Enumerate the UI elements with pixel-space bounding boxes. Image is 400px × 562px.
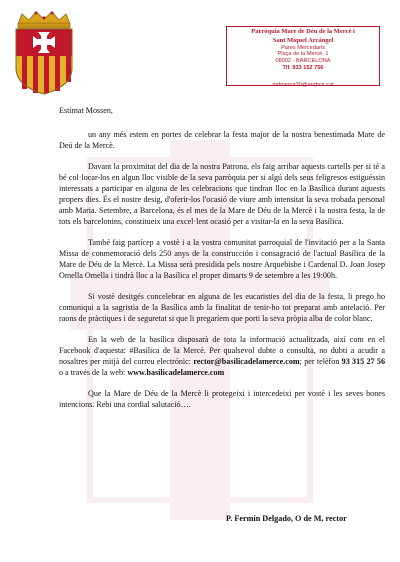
address-line1: Pares Mercedaris xyxy=(281,44,325,51)
basilica-web-link[interactable]: www.basilicadelamerce.com xyxy=(127,368,225,377)
parish-email-link[interactable]: mdmerce30@arqbcn.cat xyxy=(272,82,334,88)
parish-name-line2: Sant Miquel Arcàngel xyxy=(272,36,334,44)
address-line3: 08002 - BARCELONA xyxy=(275,58,331,65)
paragraph-5 xyxy=(59,334,385,378)
basilica-phone: 93 315 27 56 xyxy=(341,357,385,366)
rector-email-link[interactable]: rector@basilicadelamerce.com xyxy=(193,357,300,366)
paragraph-5-text-a: En la web de la basílica disposarà de tota la informació actualitzada, així com en el Facebook d'aquesta: #Basilica de la Mercè. Per qualsevol dubte o consulta, no dubti a acudir a nosaltres per mitjà del correu electrónic: xyxy=(59,335,385,366)
paragraph-4: Si vostè desitgés concelebrar en alguna de les eucaristies del dia de la festa, li prego ho comuniqui a la sagristia de la Basílica amb la finalitat de tenir-ho tot preparat amb antelació. Per raons de pràctiques i de seguretat si que li pregaríem que porti la seva pròpia alba de color blanc. xyxy=(59,292,385,323)
paragraph-5-text-b: ; per telèfon xyxy=(299,357,342,366)
letter-signature: P. Fermín Delgado, O de M, rector xyxy=(226,514,347,523)
letter-greeting: Estimat Mossen, xyxy=(59,106,113,115)
paragraph-3: També faig partícep a vostè i a la vostra comunitat parroquial de l'invitació per a la Santa Missa de conmemoració dels 250 anys de la construcción i consagració de l'actual Basílica de la Mare de Déu de la Mercè. La Missa serà presidida pels nostre Arquebisbe i Cardenal D. Joan Josep Omella Omella i tindrà lloc a la Basílica el proper dimarts 9 de setembre a les 19:00h. xyxy=(59,238,385,280)
paragraph-6: Que la Mare de Déu de la Mercè li protegeixi i intercedeixi per vostè i les seves bones intencions. Rebi una cordial salutació…. xyxy=(59,389,385,409)
parish-letterhead-box xyxy=(226,26,380,86)
letter-body xyxy=(59,105,385,420)
paragraph-2: Davant la proximitat del dia de la nostra Patrona, els faig arribar aquests cartells per si té a bé col·locar-los en algun lloc visible de la seva parròquia per si algú dels seus feligresos estiguéssin interessats a participar en alguna de les celebracions que tindran lloc en la Basílica durant aquests propers dies. És el nostre desig, d'oferir-los l'ocasió de viure amb intensitat la seva trobada personal amb Maria. Setembre, a Barcelona, és el mes de la Mare de Déu de la Mercè i la nostra festa, la de tots els barcelonins, constitueix una excel·lent ocasió per a visitar-la en la seva Basílica. xyxy=(59,162,385,226)
parish-name-line1: Parròquia Mare de Déu de la Mercè i xyxy=(251,28,355,35)
mercedarian-crest-logo xyxy=(12,10,76,96)
parish-phone: Tlf. 933 152 756 xyxy=(282,64,324,71)
paragraph-5-text-c: o a través de la web: xyxy=(59,368,128,377)
address-line2: Plaça de la Mercè, 1 xyxy=(277,51,329,58)
paragraph-1: un any més estem en portes de celebrar la festa major de la nostra benestimada Mare de Deú de la Mercè. xyxy=(59,130,385,150)
